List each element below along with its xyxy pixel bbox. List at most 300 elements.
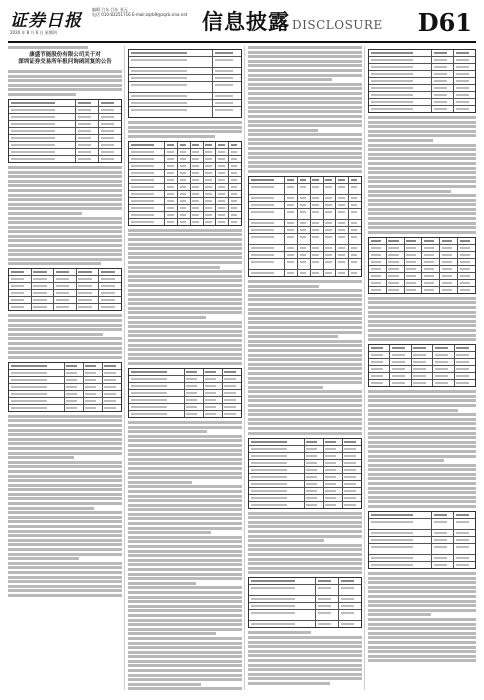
table-row [369, 245, 475, 252]
text-line [248, 55, 362, 58]
table-cell [433, 345, 454, 351]
table-cell [432, 530, 454, 536]
table-cell [32, 290, 55, 296]
table-cell [405, 252, 423, 258]
table-cell [129, 390, 185, 396]
table-cell [185, 376, 204, 382]
table-cell [458, 280, 475, 286]
table-cell [458, 245, 475, 251]
table-row [249, 453, 361, 460]
table-cell [336, 220, 349, 226]
table-cell [76, 156, 99, 162]
text-line [8, 347, 122, 350]
table-cell [32, 297, 55, 303]
table-row [129, 93, 241, 100]
table-cell [178, 142, 191, 148]
table-cell [178, 212, 191, 218]
table-cell [165, 177, 178, 183]
table-cell [316, 621, 339, 627]
table-cell [298, 209, 311, 219]
text-line [368, 399, 476, 402]
table-cell [349, 195, 361, 201]
table-cell [216, 156, 229, 162]
table-cell [390, 345, 411, 351]
table-cell [349, 220, 361, 226]
table-cell [249, 439, 305, 445]
table-cell [432, 71, 454, 77]
table-cell [165, 156, 178, 162]
table-cell [191, 219, 204, 225]
table-cell [369, 50, 432, 56]
text-line [128, 135, 215, 138]
table-row [9, 142, 121, 149]
text-line [8, 548, 122, 551]
table-cell [65, 377, 84, 383]
text-line [248, 344, 362, 347]
text-line [128, 476, 242, 479]
text-line [368, 395, 476, 398]
table-row [369, 537, 475, 544]
text-line [128, 126, 242, 129]
text-line [248, 165, 362, 168]
table-cell [204, 212, 217, 218]
text-line [128, 321, 242, 324]
table-cell [249, 245, 285, 251]
text-line [248, 413, 362, 416]
text-line [368, 203, 476, 206]
table-row [249, 234, 361, 245]
table-cell [369, 71, 432, 77]
text-line [128, 678, 242, 681]
table-cell [324, 453, 343, 459]
table-cell [285, 245, 298, 251]
text-line [248, 51, 362, 54]
table-row [369, 530, 475, 537]
table-cell [65, 363, 84, 369]
table-cell [185, 383, 204, 389]
table-cell [213, 93, 241, 99]
table-cell [336, 184, 349, 194]
table-cell [229, 198, 241, 204]
table-cell [336, 270, 349, 276]
table-cell [311, 195, 324, 201]
text-line [368, 180, 476, 183]
text-line [8, 184, 122, 187]
table-cell [216, 184, 229, 190]
table-row [249, 259, 361, 270]
text-line [248, 74, 362, 77]
table-row [369, 380, 475, 386]
text-line [128, 600, 242, 603]
table-cell [336, 252, 349, 258]
table-cell [316, 603, 339, 609]
table-cell [339, 603, 361, 609]
text-line [368, 473, 476, 476]
text-line [368, 491, 476, 494]
text-line [248, 83, 362, 86]
text-line [8, 465, 122, 468]
table-cell [311, 259, 324, 269]
table-row [249, 481, 361, 488]
table-cell [9, 149, 76, 155]
table-cell [204, 219, 217, 225]
text-line [368, 194, 476, 197]
article-headline-line: 康盛节能股份有限公司关于对 [29, 52, 101, 58]
text-line [8, 171, 122, 174]
table-row [9, 283, 121, 290]
text-line [8, 262, 101, 265]
table-row [369, 287, 475, 293]
table-cell [369, 238, 387, 244]
text-line [8, 571, 122, 574]
text-line [8, 470, 122, 473]
text-line [368, 577, 476, 580]
table-cell [316, 585, 339, 595]
table-cell [249, 488, 305, 494]
table-cell [76, 100, 99, 106]
table-cell [336, 209, 349, 219]
text-line [8, 429, 122, 432]
text-line [128, 426, 242, 429]
text-line [128, 439, 242, 442]
text-line [248, 340, 362, 343]
text-line [368, 125, 476, 128]
text-line [128, 508, 242, 511]
text-line [368, 422, 476, 425]
text-line [128, 298, 242, 301]
table-cell [249, 502, 305, 508]
table-cell [454, 85, 475, 91]
table-cell [458, 273, 475, 279]
table-row [9, 276, 121, 283]
table-cell [32, 276, 55, 282]
table-cell [343, 488, 361, 494]
table-cell [54, 290, 77, 296]
column-3 [248, 46, 362, 690]
text-line [8, 88, 122, 91]
column-2 [128, 46, 242, 690]
table-cell [405, 273, 423, 279]
table-cell [343, 495, 361, 501]
text-line [248, 289, 362, 292]
text-line [128, 563, 242, 566]
table-cell [9, 363, 65, 369]
table-cell [129, 142, 165, 148]
table-row [369, 99, 475, 106]
table-cell [9, 384, 65, 390]
text-line [128, 628, 242, 631]
text-line [128, 513, 242, 516]
table-cell [298, 177, 311, 183]
table-cell [324, 195, 337, 201]
table-row [369, 519, 475, 530]
table-cell [178, 170, 191, 176]
table-row [9, 269, 121, 276]
table-cell [349, 227, 361, 233]
text-line [128, 490, 242, 493]
text-line [248, 312, 362, 315]
text-line [248, 138, 362, 141]
text-line [8, 217, 122, 220]
text-line [248, 650, 362, 653]
table-row [129, 369, 241, 376]
text-line [8, 93, 76, 96]
table-row [249, 460, 361, 467]
table-cell [178, 184, 191, 190]
table-cell [422, 280, 440, 286]
table-cell [324, 439, 343, 445]
table-cell [249, 234, 285, 244]
table-cell [223, 404, 241, 410]
text-line [8, 502, 122, 505]
table-row [369, 366, 475, 373]
text-line [368, 185, 476, 188]
table-cell [204, 390, 223, 396]
table-cell [76, 149, 99, 155]
table-cell [99, 100, 121, 106]
text-line [128, 517, 242, 520]
text-line [248, 548, 362, 551]
table-row [129, 107, 241, 117]
table-cell [191, 198, 204, 204]
table-cell [440, 280, 458, 286]
table-row [369, 352, 475, 359]
text-line [368, 627, 476, 630]
text-line [368, 130, 476, 133]
table-cell [336, 202, 349, 208]
table-cell [9, 398, 65, 404]
text-line [8, 461, 122, 464]
table-row [129, 205, 241, 212]
text-line [368, 586, 476, 589]
text-line [128, 344, 242, 347]
text-line [8, 253, 122, 256]
table-cell [76, 142, 99, 148]
text-line [248, 553, 362, 556]
text-line [8, 594, 122, 597]
text-line [248, 69, 362, 72]
text-line [128, 467, 242, 470]
text-line [8, 424, 122, 427]
text-line [8, 258, 122, 261]
table-cell [324, 245, 337, 251]
table-cell [249, 481, 305, 487]
table-cell [191, 149, 204, 155]
text-line [248, 142, 362, 145]
text-line [128, 256, 242, 259]
table-cell [129, 68, 213, 74]
table-cell [298, 245, 311, 251]
table-row [129, 397, 241, 404]
table-cell [9, 304, 32, 310]
table-cell [343, 439, 361, 445]
table-cell [204, 205, 217, 211]
table-cell [9, 100, 76, 106]
table-cell [405, 280, 423, 286]
table-row [249, 245, 361, 252]
text-line [8, 203, 122, 206]
text-line [248, 133, 362, 136]
table-cell [390, 373, 411, 379]
table-cell [455, 359, 475, 365]
table-cell [84, 377, 103, 383]
table-row [129, 156, 241, 163]
text-line [248, 294, 362, 297]
table-cell [129, 156, 165, 162]
text-line [248, 386, 323, 389]
table-cell [129, 191, 165, 197]
table-row [369, 64, 475, 71]
text-line [8, 333, 103, 336]
table-cell [249, 202, 285, 208]
table-cell [223, 390, 241, 396]
table-cell [298, 202, 311, 208]
table-cell [77, 269, 100, 275]
table-cell [65, 370, 84, 376]
table-cell [369, 512, 432, 518]
text-line [248, 418, 362, 421]
table-cell [390, 380, 411, 386]
table-cell [204, 191, 217, 197]
table-cell [298, 220, 311, 226]
text-line [8, 342, 122, 345]
table-cell [349, 259, 361, 269]
text-line [128, 545, 242, 548]
table-cell [324, 488, 343, 494]
table-row [9, 290, 121, 297]
table-row [129, 376, 241, 383]
text-line [128, 261, 242, 264]
text-line [248, 512, 362, 515]
table-row [249, 209, 361, 220]
text-line [8, 566, 122, 569]
text-line [128, 430, 207, 433]
table-cell [213, 75, 241, 81]
table-cell [432, 99, 454, 105]
table-row [129, 57, 241, 68]
text-line [8, 543, 122, 546]
table-cell [178, 205, 191, 211]
table-cell [229, 191, 241, 197]
table-cell [9, 156, 76, 162]
table-cell [432, 92, 454, 98]
text-line [368, 222, 476, 225]
table-cell [369, 252, 387, 258]
table-cell [129, 411, 185, 417]
text-line [128, 646, 242, 649]
table-row [9, 405, 121, 411]
table-cell [369, 92, 432, 98]
text-line [248, 562, 362, 565]
text-line [8, 589, 122, 592]
table-cell [285, 234, 298, 244]
table-cell [129, 383, 185, 389]
data-table [368, 49, 476, 113]
table-cell [454, 99, 475, 105]
table-cell [76, 107, 99, 113]
text-line [8, 497, 122, 500]
text-line [128, 683, 201, 686]
text-line [128, 605, 242, 608]
column-divider [124, 46, 125, 690]
table-cell [349, 209, 361, 219]
data-table [368, 511, 476, 569]
table-cell [229, 163, 241, 169]
table-cell [298, 252, 311, 258]
table-cell [129, 93, 213, 99]
table-cell [9, 370, 65, 376]
text-line [128, 554, 242, 557]
table-cell [204, 149, 217, 155]
table-row [249, 596, 361, 603]
table-cell [191, 184, 204, 190]
table-cell [249, 270, 285, 276]
table-cell [9, 377, 65, 383]
table-cell [369, 544, 432, 554]
text-line [8, 479, 122, 482]
column-body [8, 70, 122, 597]
text-line [368, 116, 476, 119]
text-line [248, 285, 319, 288]
text-line [8, 576, 122, 579]
data-table [128, 141, 242, 226]
text-line [368, 436, 476, 439]
table-row [249, 195, 361, 202]
table-cell [77, 290, 100, 296]
table-cell [99, 128, 121, 134]
text-line [248, 354, 362, 357]
text-line [368, 496, 476, 499]
text-line [368, 176, 476, 179]
table-cell [454, 537, 475, 543]
table-cell [178, 191, 191, 197]
table-row [369, 555, 475, 562]
table-cell [129, 219, 165, 225]
text-line [248, 367, 362, 370]
text-line [8, 226, 122, 229]
text-line [8, 442, 122, 445]
table-row [129, 390, 241, 397]
table-cell [369, 266, 387, 272]
table-cell [305, 488, 324, 494]
text-line [128, 458, 242, 461]
text-line [8, 438, 122, 441]
table-cell [412, 352, 433, 358]
text-line [368, 404, 476, 407]
text-line [248, 404, 362, 407]
text-line [128, 674, 242, 677]
table-cell [311, 252, 324, 258]
table-cell [216, 198, 229, 204]
text-line [248, 544, 362, 547]
table-cell [369, 245, 387, 251]
text-line [248, 303, 362, 306]
table-cell [249, 184, 285, 194]
table-cell [204, 411, 223, 417]
column-divider [244, 46, 245, 690]
text-line [248, 399, 362, 402]
table-cell [213, 57, 241, 67]
data-table [248, 438, 362, 509]
table-cell [129, 149, 165, 155]
table-cell [84, 384, 103, 390]
table-row [249, 202, 361, 209]
text-line [368, 445, 476, 448]
table-cell [9, 276, 32, 282]
text-line [248, 539, 324, 542]
text-line [8, 180, 122, 183]
table-cell [285, 202, 298, 208]
